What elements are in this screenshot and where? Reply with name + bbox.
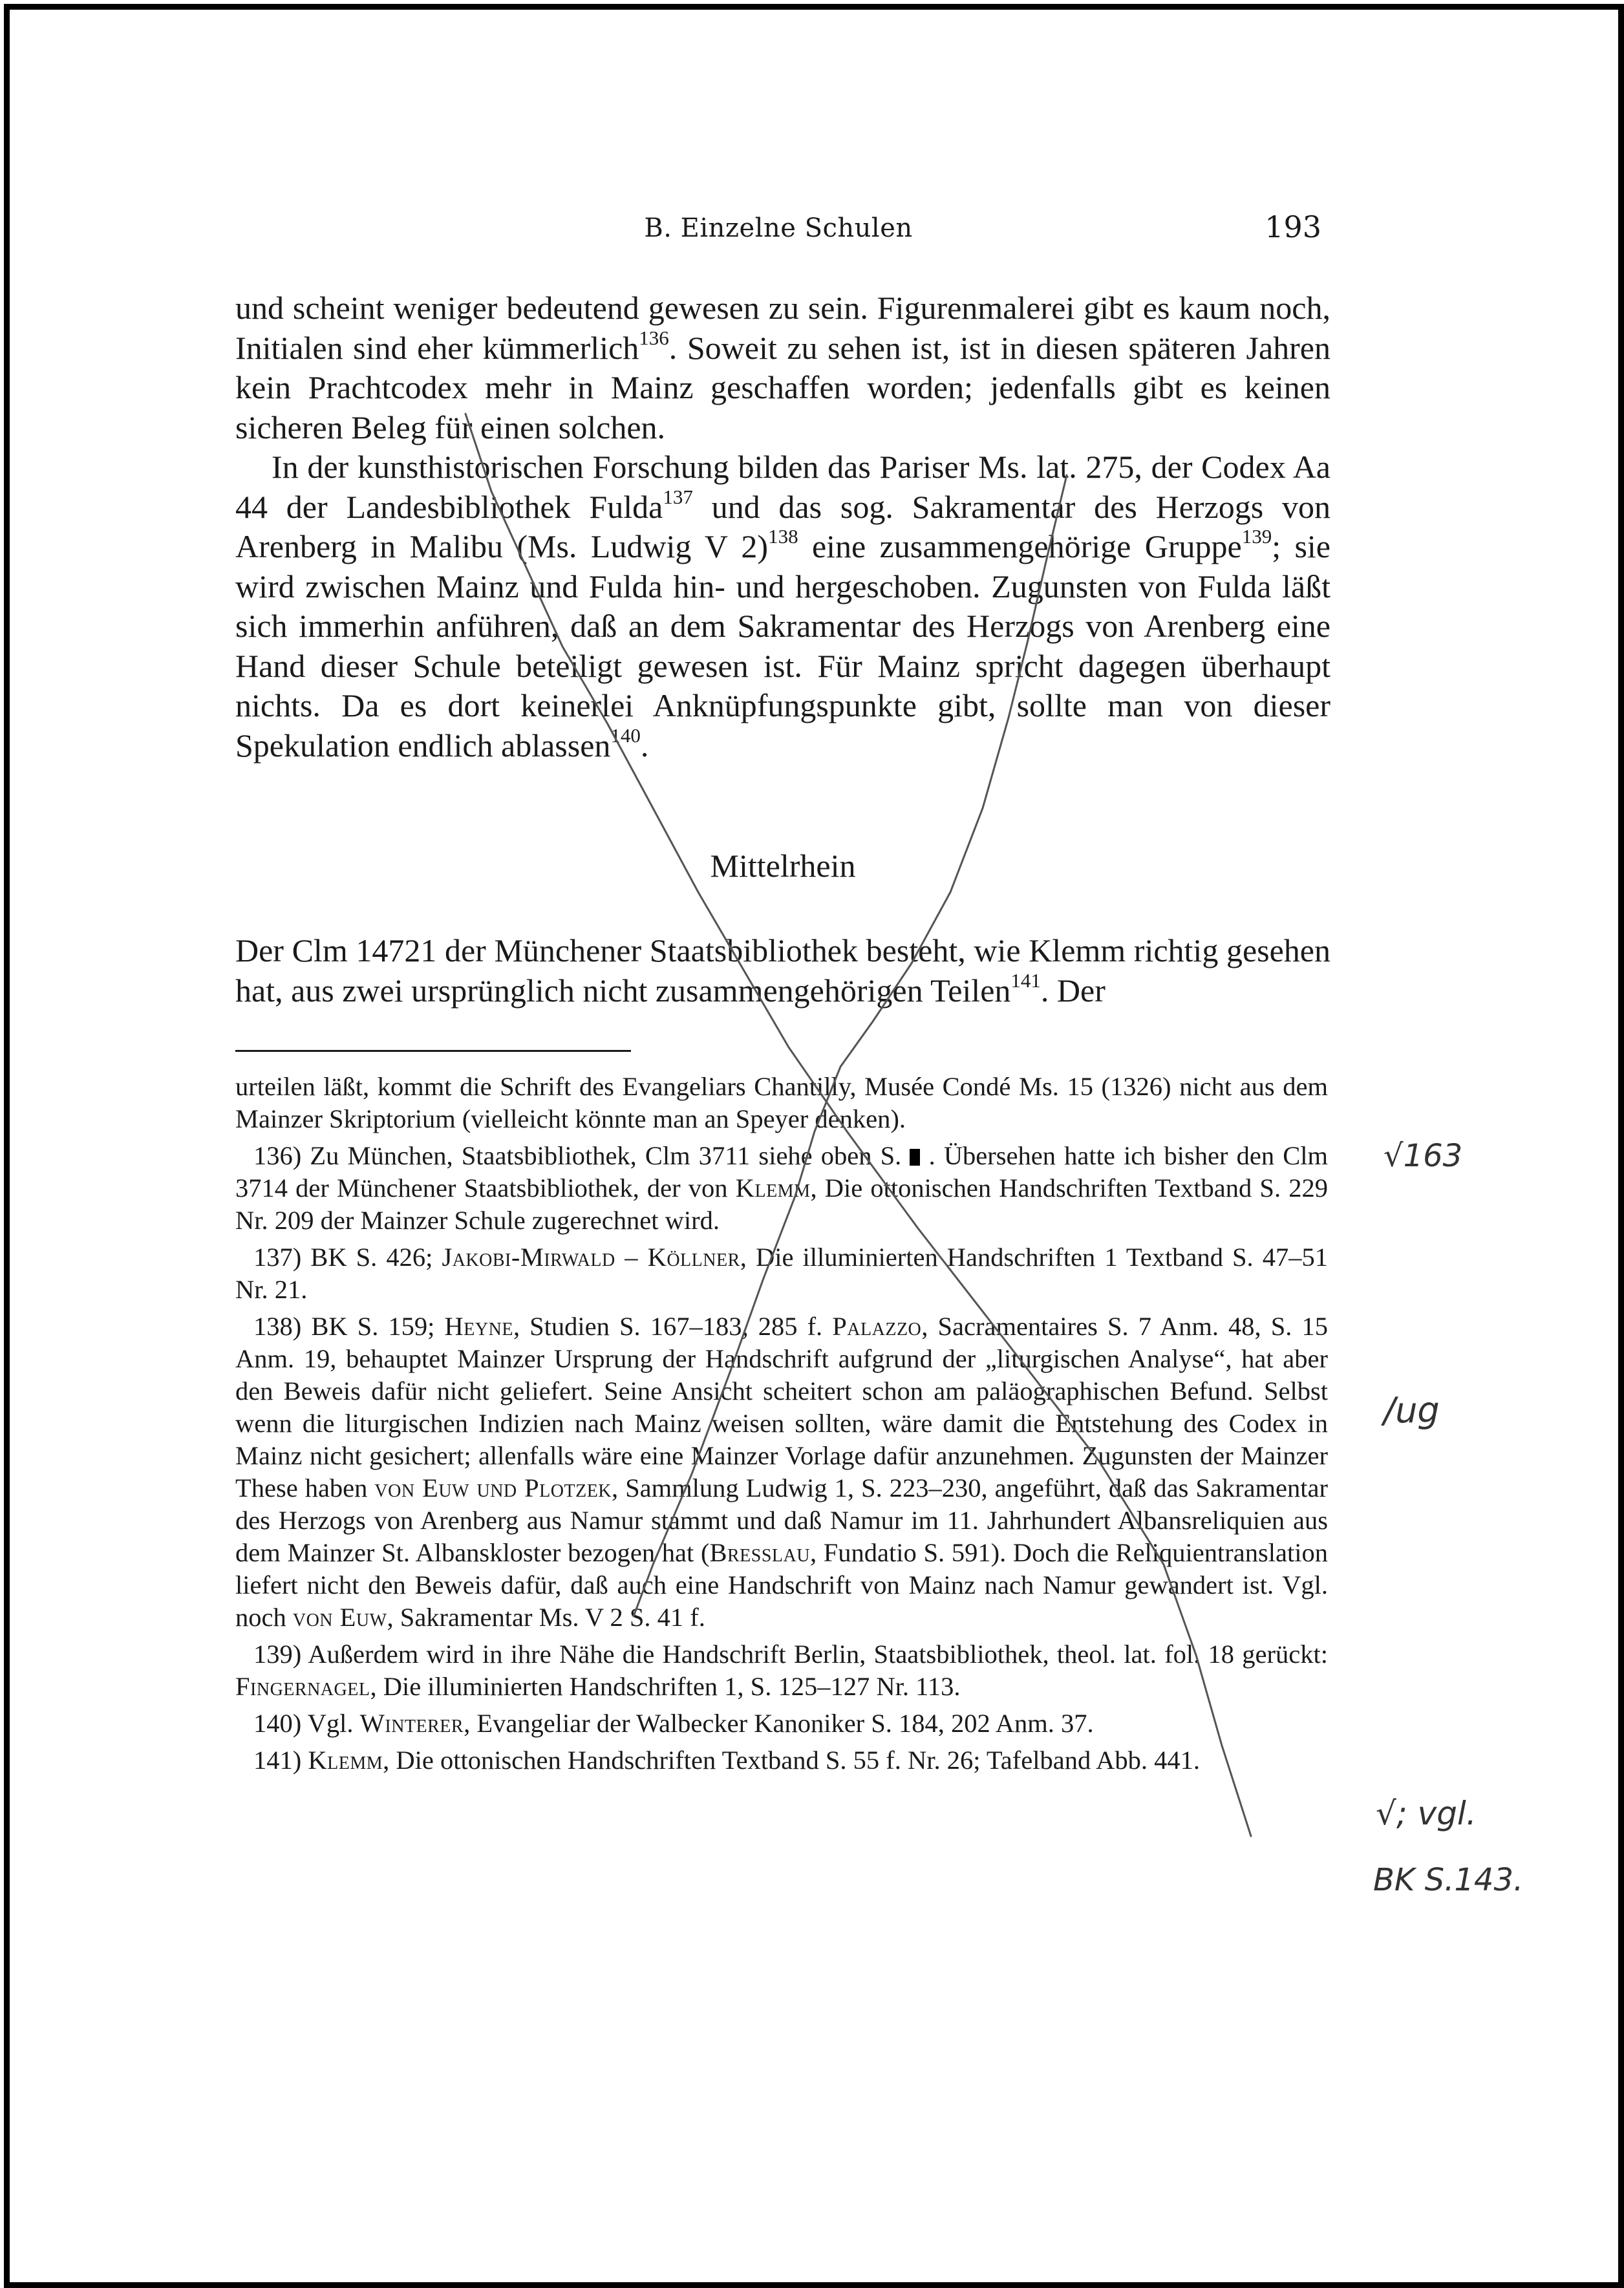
footnote-137	[235, 1241, 1328, 1306]
text-run: . Übersehen hatte ich bisher den Clm 3714 der Münchener Staatsbibliothek, der von	[235, 1141, 1329, 1203]
paragraph-3	[235, 931, 1330, 1010]
text-run: und scheint weniger bedeutend gewesen zu sein. Figurenmalerei gibt es kaum noch, Initialen sind eher kümmerlich	[235, 290, 1330, 366]
running-head: B. Einzelne Schulen	[644, 213, 913, 243]
footnote-rule	[235, 1050, 631, 1052]
footnote-carryover: urteilen läßt, kommt die Schrift des Evangeliars Chantilly, Musée Condé Ms. 15 (1326) nicht aus dem Mainzer Skriptorium (vielleicht könnte man an Speyer denken).	[235, 1072, 1328, 1133]
section-heading: Mittelrhein	[710, 848, 856, 884]
main-text	[235, 288, 1330, 765]
text-run: . Der	[1040, 972, 1106, 1009]
redaction-box-icon	[910, 1149, 920, 1166]
paragraph-2	[235, 447, 1330, 765]
text-run: . Soweit zu sehen ist, ist in diesen späteren Jahren kein Prachtcodex mehr in Mainz geschaffen worden; jedenfalls gibt es keinen sicheren Beleg für einen solchen.	[235, 329, 1330, 445]
text-run: , Sacramentaires S. 7 Anm. 48, S. 15 Anm. 19, behauptet Mainzer Ursprung der Handschrift aufgrund der „liturgischen Analyse“, hat aber den Beweis dafür nicht geliefert. Seine Ansicht scheitert schon am paläographischen Befund. Selbst wenn die liturgischen Indizien nach Mainz weisen sollten, wäre damit die Entstehung des Codex in Mainz nicht gesichert; allenfalls wäre eine Mainzer Vorlage dafür anzunehmen. Zugunsten der Mainzer These haben	[235, 1312, 1329, 1502]
text-run: 139) Außerdem wird in ihre Nähe die Handschrift Berlin, Staatsbibliothek, theol. lat. fol. 18 gerückt:	[253, 1640, 1328, 1669]
footnote-140	[235, 1707, 1328, 1740]
text-run: 140) Vgl.	[253, 1709, 360, 1738]
text-run: In der kunsthistorischen Forschung bilden das Pariser Ms. lat. 275, der Codex Aa 44 der Landesbibliothek Fulda	[235, 449, 1330, 525]
text-run: , Sammlung Ludwig 1, S. 223–230, angeführt, daß das Sakramentar des Herzogs von Arenberg aus Namur stammt und daß Namur im 11. Jahrhundert Albansreliquien aus dem Mainzer St. Albanskloster bezogen hat (	[235, 1473, 1329, 1567]
author-name: von Euw und Plotzek	[374, 1473, 612, 1502]
author-name: Bresslau	[709, 1538, 810, 1567]
text-run: 136) Zu München, Staatsbibliothek, Clm 3711 siehe oben S.	[253, 1141, 902, 1170]
author-name: Klemm	[308, 1746, 383, 1775]
margin-note: √; vgl.	[1376, 1795, 1477, 1832]
author-name: Heyne	[444, 1312, 513, 1341]
footnote-136	[235, 1140, 1328, 1237]
paragraph-1	[235, 288, 1330, 447]
footnote-ref-141: 141	[1010, 968, 1041, 992]
margin-note: BK S.143.	[1373, 1862, 1524, 1898]
footnote-ref-140: 140	[610, 723, 641, 747]
author-name: Winterer	[359, 1709, 464, 1738]
text-run: , Die illuminierten Handschriften 1, S. 125–127 Nr. 113.	[370, 1672, 961, 1701]
margin-note: √163	[1384, 1138, 1463, 1174]
text-run: , Studien S. 167–183, 285 f.	[513, 1312, 833, 1341]
text-run: , Die ottonischen Handschriften Textband S. 229 Nr. 209 der Mainzer Schule zugerechnet wird.	[235, 1173, 1328, 1235]
margin-note: /ug	[1384, 1390, 1440, 1431]
section-text	[235, 931, 1330, 1010]
footnote-ref-136: 136	[639, 326, 669, 349]
author-name: von Euw	[292, 1603, 387, 1632]
footnote-139	[235, 1638, 1328, 1703]
text-run: , Die illuminierten Handschriften 1 Textband S. 47–51 Nr. 21.	[235, 1243, 1328, 1304]
text-run: und das sog. Sakramentar des Herzogs von Arenberg in Malibu (Ms. Ludwig V 2)	[235, 488, 1330, 564]
footnote-ref-137: 137	[663, 485, 693, 508]
author-name: Jakobi-Mirwald – Köllner	[442, 1243, 740, 1272]
page-header	[235, 209, 1321, 265]
author-name: Fingernagel	[235, 1672, 370, 1701]
text-run: , Evangeliar der Walbecker Kanoniker S. 184, 202 Anm. 37.	[464, 1709, 1094, 1738]
text-run: , Fundatio S. 591). Doch die Reliquientranslation liefert nicht den Beweis dafür, daß auch eine Handschrift von Mainz nach Namur gewandert ist. Vgl. noch	[235, 1538, 1328, 1632]
text-run: Der Clm 14721 der Münchener Staatsbibliothek besteht, wie Klemm richtig gesehen hat, aus zwei ursprünglich nicht zusammengehörigen Teilen	[235, 932, 1330, 1009]
text-run: 137) BK S. 426;	[253, 1243, 442, 1272]
footnotes	[235, 1071, 1328, 1781]
author-name: Palazzo	[832, 1312, 922, 1341]
text-run: , Die ottonischen Handschriften Textband S. 55 f. Nr. 26; Tafelband Abb. 441.	[383, 1746, 1200, 1775]
page-number: 193	[1265, 209, 1321, 244]
text-run: 138) BK S. 159;	[253, 1312, 445, 1341]
author-name: Klemm	[735, 1173, 811, 1203]
footnote-ref-139: 139	[1241, 525, 1272, 548]
text-run: 141)	[253, 1746, 308, 1775]
footnote-ref-138: 138	[768, 525, 798, 548]
text-run: eine zusammengehörige Gruppe	[798, 528, 1242, 564]
text-run: ; sie wird zwischen Mainz und Fulda hin- und hergeschoben. Zugunsten von Fulda läßt sich immerhin anführen, daß an dem Sakramentar des Herzogs von Arenberg eine Hand dieser Schule beteiligt gewesen ist. Für Mainz spricht dagegen überhaupt nichts. Da es dort keinerlei Anknüpfungspunkte gibt, sollte man von dieser Spekulation endlich ablassen	[235, 528, 1331, 764]
text-run: , Sakramentar Ms. V 2 S. 41 f.	[387, 1603, 705, 1632]
text-run: .	[640, 727, 649, 764]
footnote-141	[235, 1744, 1328, 1777]
footnote-138	[235, 1310, 1328, 1634]
